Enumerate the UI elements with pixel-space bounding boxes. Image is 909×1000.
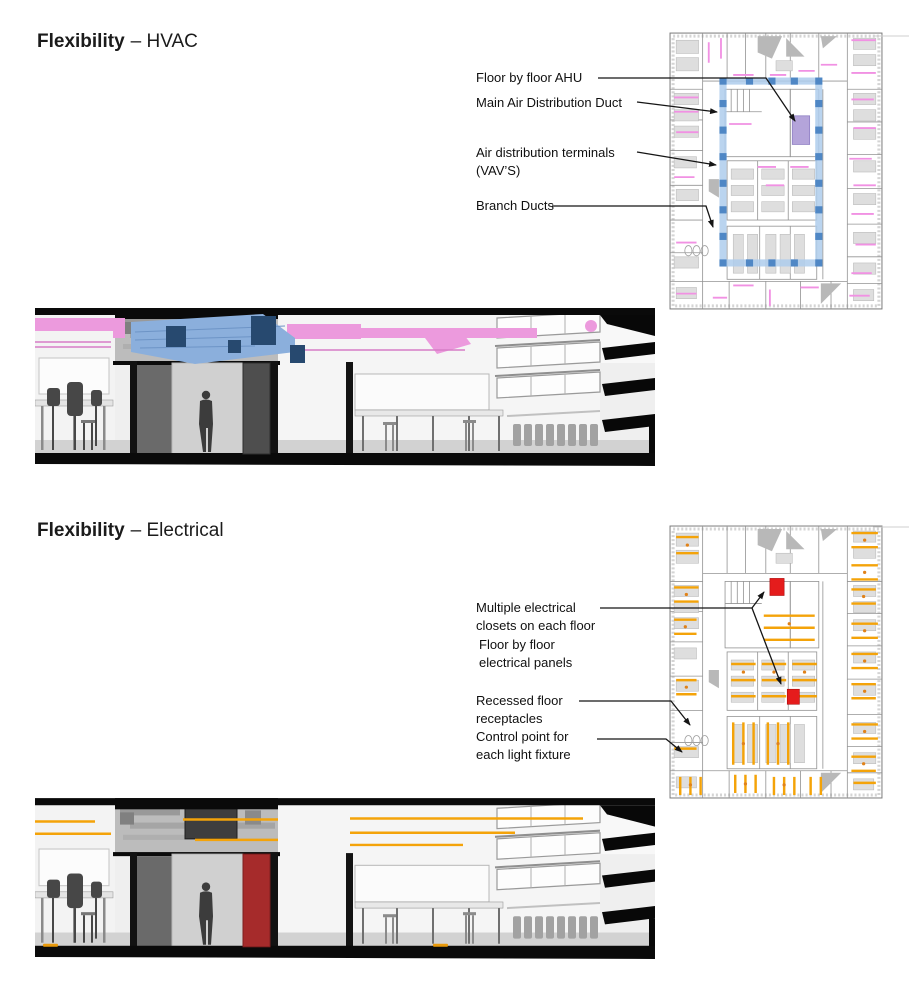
- electrical-title-rest: – Electrical: [130, 520, 224, 541]
- electrical-floor-plan: [668, 523, 884, 801]
- hvac-section-rendering: [35, 302, 655, 466]
- electrical-closet-upper: [770, 578, 784, 595]
- label-floor-by-floor-panels: Floor by floor electrical panels: [479, 637, 573, 670]
- label-main-air-distribution-duct: Main Air Distribution Duct: [476, 95, 622, 110]
- label-control-point-light-fixture: Control point for each light fixture: [476, 729, 571, 762]
- hvac-title: [37, 31, 198, 53]
- label-branch-ducts: Branch Ducts: [476, 198, 555, 213]
- section-base: [35, 798, 655, 959]
- label-air-distribution-terminals: Air distribution terminals (VAV’S): [476, 145, 615, 178]
- electrical-closet-lower: [787, 689, 799, 704]
- partition-panel-gray: [243, 363, 270, 454]
- label-recessed-floor-receptacles: Recessed floor receptacles: [476, 693, 563, 726]
- hvac-title-rest: – HVAC: [130, 31, 198, 52]
- electrical-title-bold: Flexibility: [37, 520, 125, 541]
- label-multiple-electrical-closets: Multiple electrical closets on each floor: [476, 600, 596, 633]
- ahu-unit: [792, 116, 809, 145]
- electrical-title: [37, 520, 224, 542]
- plan-base: [670, 526, 882, 798]
- electrical-closet-door: [243, 854, 270, 947]
- hvac-floor-plan: [668, 30, 884, 312]
- electrical-section-rendering: [35, 792, 655, 959]
- label-floor-by-floor-ahu: Floor by floor AHU: [476, 70, 583, 85]
- hvac-title-bold: Flexibility: [37, 31, 125, 52]
